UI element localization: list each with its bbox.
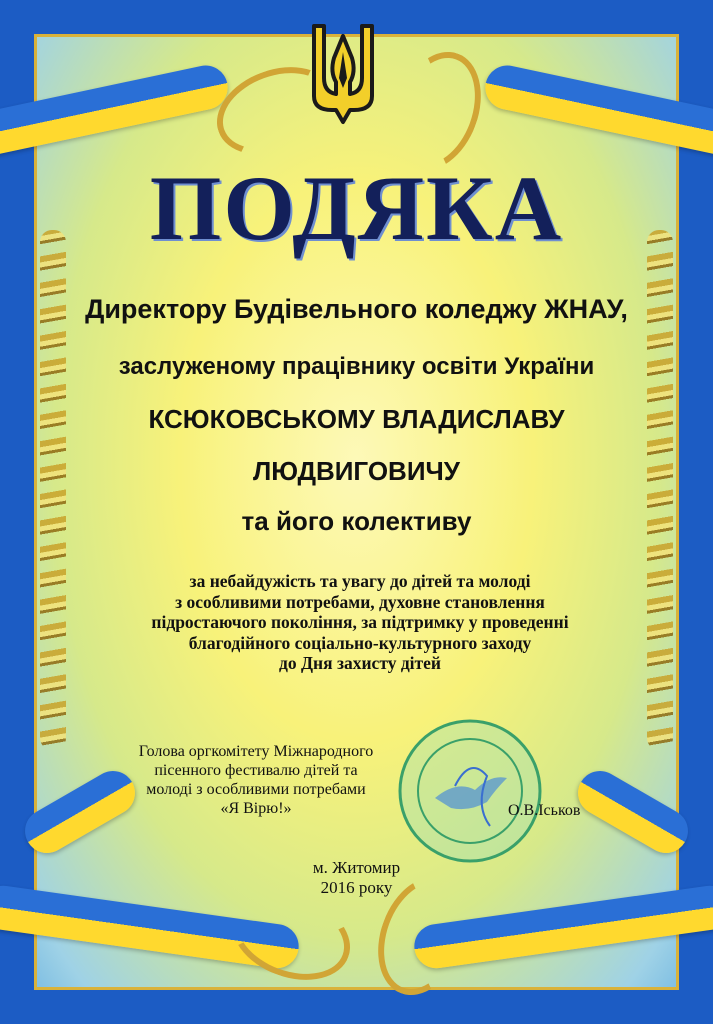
year: 2016 року xyxy=(320,878,393,897)
signatory-line: «Я Вірю!» xyxy=(220,800,292,817)
recipient-line-1: Директору Будівельного коледжу ЖНАУ, xyxy=(85,294,628,324)
recipient-line-4: ЛЮДВИГОВИЧУ xyxy=(253,456,460,486)
reason-line: підростаючого покоління, за підтримку у проведенні xyxy=(151,612,569,632)
signatory-block xyxy=(106,742,406,818)
recipient-line-3: КСЮКОВСЬКОМУ ВЛАДИСЛАВУ xyxy=(148,404,565,434)
organization-stamp xyxy=(395,716,545,866)
reason-line: благодійного соціально-культурного заходу xyxy=(188,632,532,653)
page-title: ПОДЯКА xyxy=(149,157,564,259)
signatory-name: О.В.Іськов xyxy=(508,802,581,819)
recipient-line-5: та його колективу xyxy=(241,506,472,536)
reason-text xyxy=(140,571,580,674)
signatory-line: молоді з особливими потребами xyxy=(146,781,366,798)
signatory-line: пісенного фестивалю дітей та xyxy=(154,762,358,779)
trident-emblem-icon xyxy=(310,22,376,126)
place-and-date xyxy=(0,858,713,898)
reason-line: до Дня захисту дітей xyxy=(279,653,441,673)
reason-line: з особливими потребами, духовне становлення xyxy=(175,591,545,612)
city: м. Житомир xyxy=(312,858,401,877)
reason-line: за небайдужість та увагу до дітей та молоді xyxy=(189,571,531,591)
recipient-line-2: заслуженому працівнику освіти України xyxy=(118,353,595,380)
signatory-line: Голова оргкомітету Міжнародного xyxy=(138,743,374,760)
